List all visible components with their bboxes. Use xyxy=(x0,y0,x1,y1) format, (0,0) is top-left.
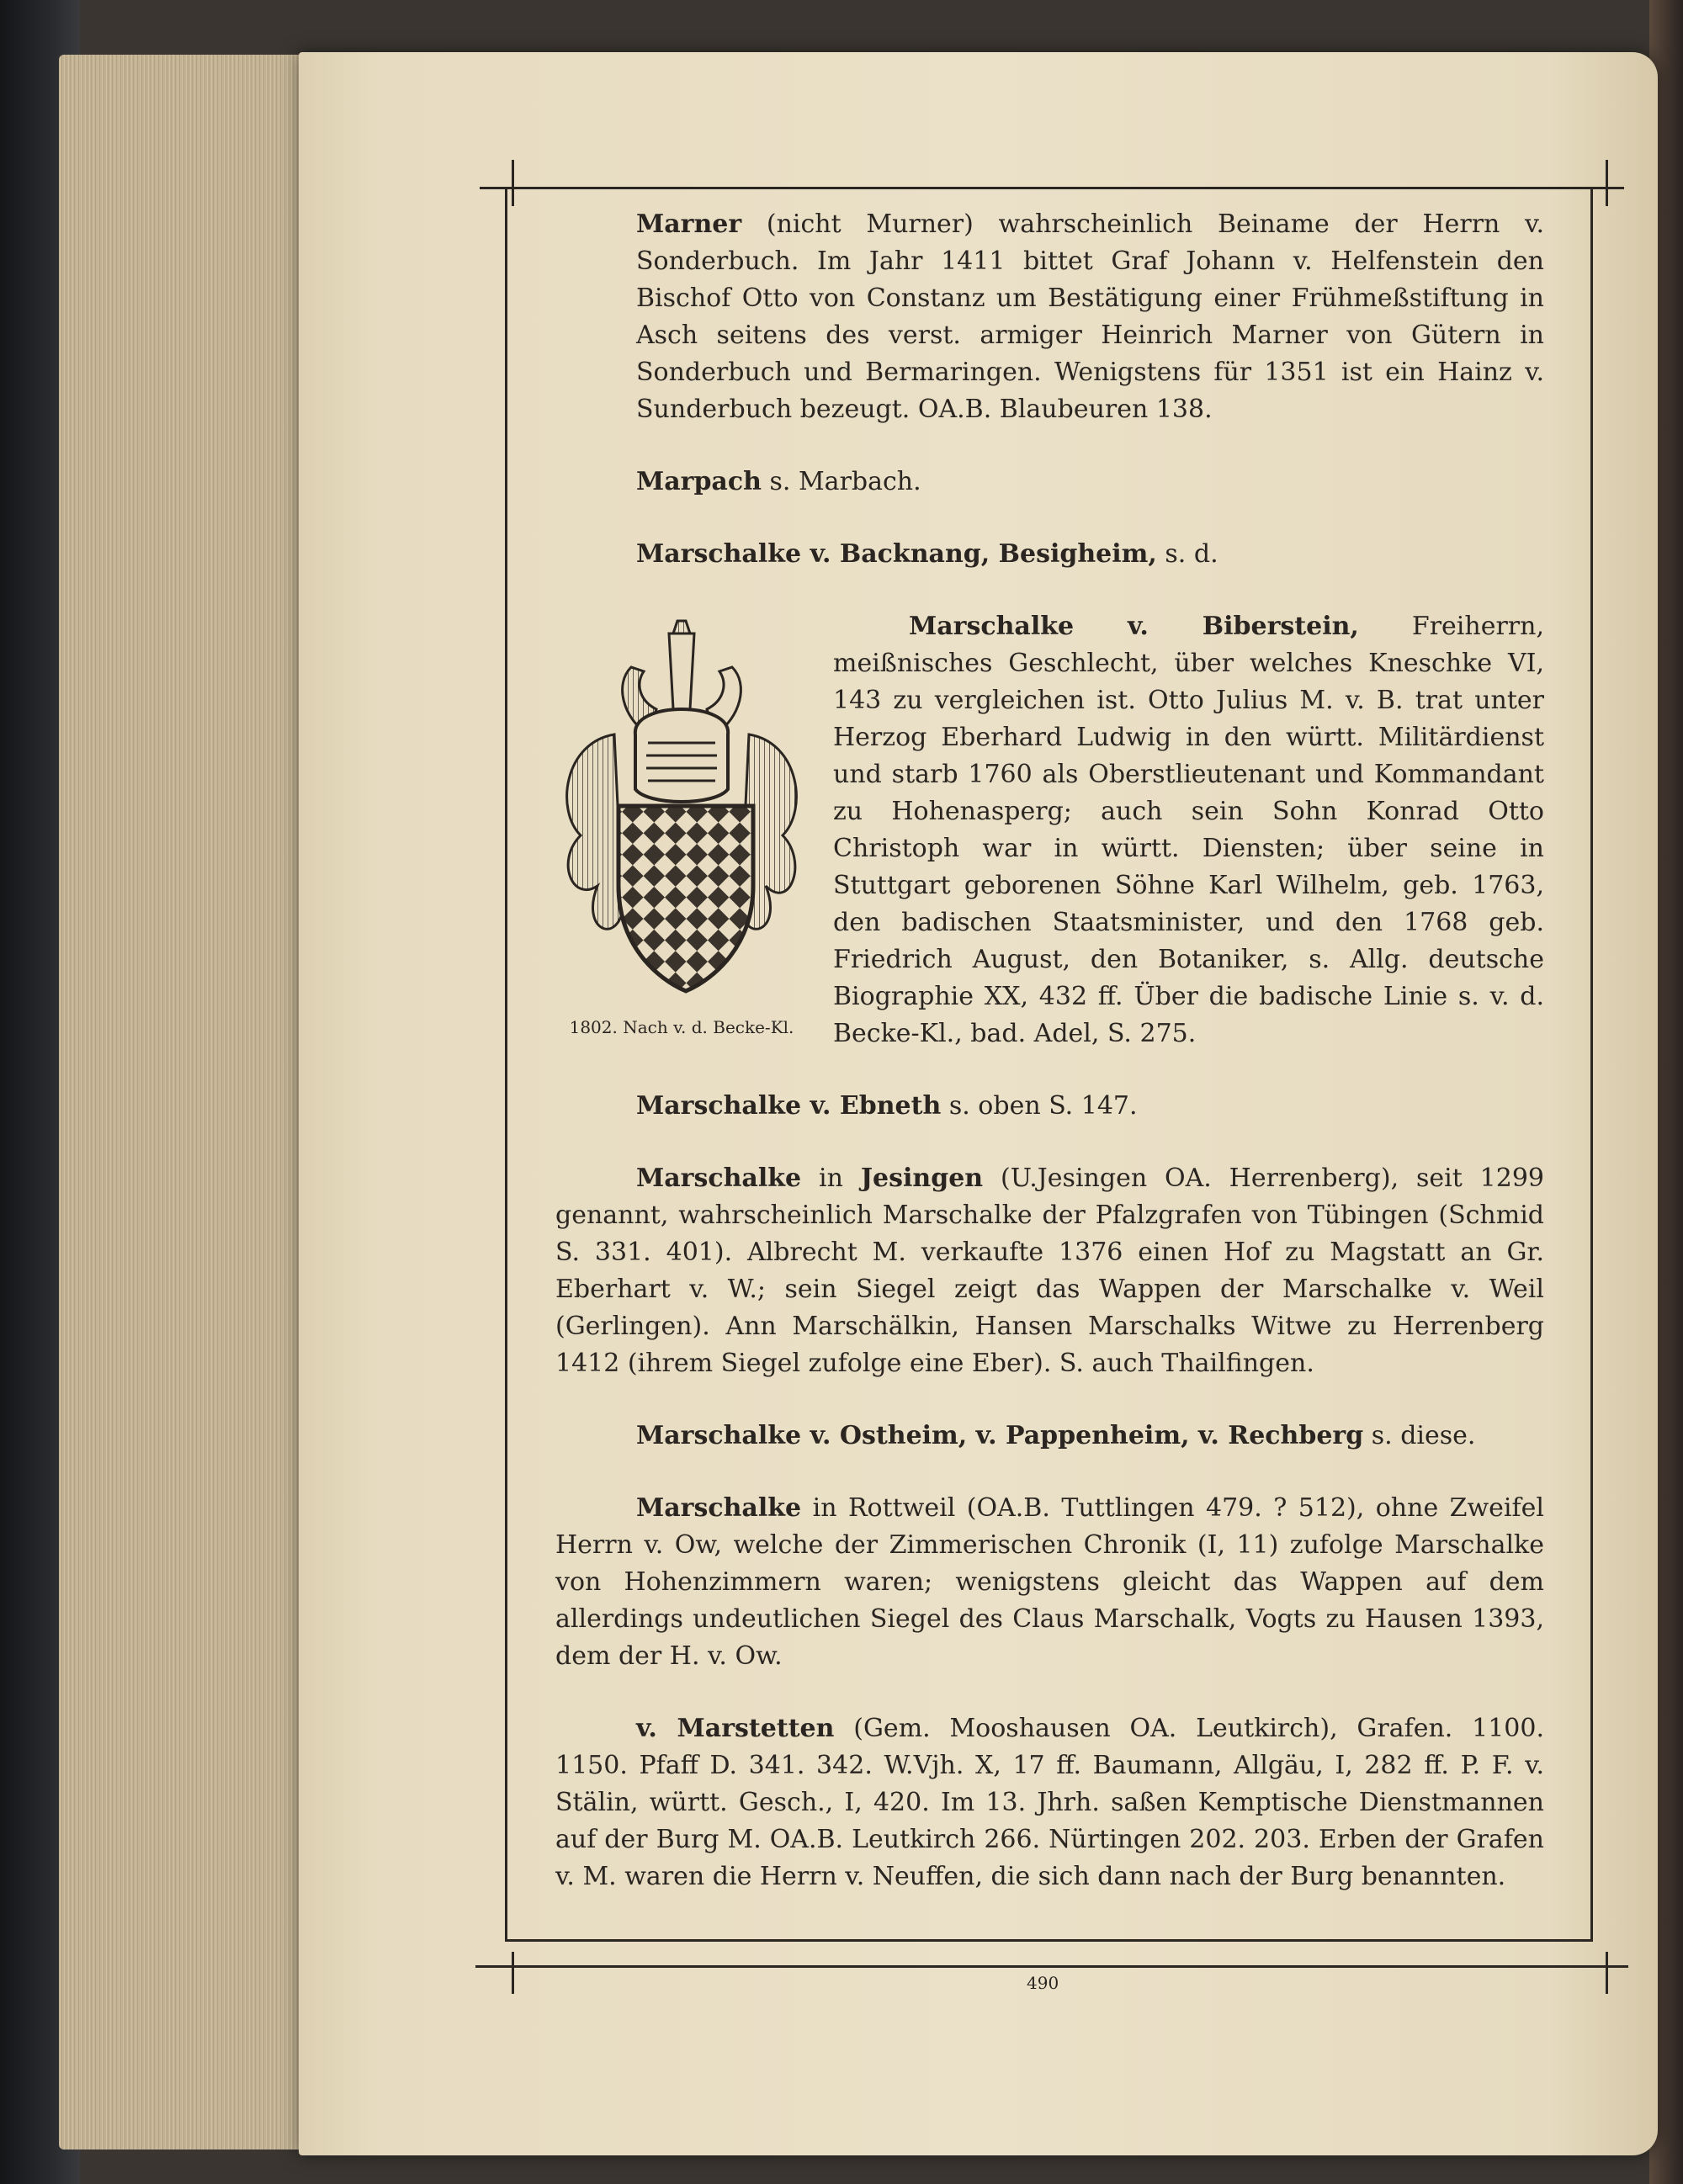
frame-bottom-inner-line xyxy=(505,1939,1593,1942)
entry-text: (nicht Murner) wahrscheinlich Beiname der Herrn v. Sonderbuch. Im Jahr 1411 bittet Graf Johann v. Helfenstein den Bischof Otto von Constanz um Bestätigung einer Frühmeßstiftung in Asch seitens des verst. armiger Heinrich Marner von Gütern in Sonderbuch und Bermaringen. Wenigstens für 1351 ist ein Hainz v. Sunderbuch bezeugt. OA.B. Blaubeuren 138. xyxy=(636,209,1544,424)
frame-top-left-tick xyxy=(512,160,514,206)
entry-mid: in xyxy=(819,1164,843,1193)
coat-of-arms-image xyxy=(547,608,816,1004)
entry-text: s. d. xyxy=(1165,539,1218,569)
frame-bottom-left-tick xyxy=(512,1952,514,1994)
entry-head: Marschalke v. Biberstein, xyxy=(909,612,1359,641)
entry-marschalke-jesingen xyxy=(555,1160,1544,1382)
entry-marstetten xyxy=(555,1710,1544,1895)
entry-head: Marschalke v. Backnang, Besigheim, xyxy=(636,539,1157,569)
entry-marschalke-ebneth xyxy=(555,1088,1544,1125)
entry-head: Marschalke v. Ebneth xyxy=(636,1091,942,1121)
entry-body xyxy=(833,608,1544,1052)
entry-head: Marschalke xyxy=(636,1493,802,1523)
entry-text: (Gem. Mooshausen OA. Leutkirch), Grafen. 1100. 1150. Pfaff D. 341. 342. W.Vjh. X, 17 ff. Baumann, Allgäu, I, 282 ff. P. F. v. Stälin, württ. Gesch., I, 420. Im 13. Jhrh. saßen Kemptische Dienstmannen auf der Burg M. OA.B. Leutkirch 266. Nürtingen 202. 203. Erben der Grafen v. M. waren die Herrn v. Neuffen, die sich dann nach der Burg benannten. xyxy=(555,1714,1544,1891)
entry-marpach xyxy=(555,464,1544,501)
entry-head: Marpach xyxy=(636,467,762,496)
page-content xyxy=(555,206,1544,1931)
entry-marner xyxy=(555,206,1544,428)
entry-text: s. oben S. 147. xyxy=(948,1091,1138,1121)
entry-marschalke-rottweil xyxy=(555,1490,1544,1675)
entry-text: (U.Jesingen OA. Herrenberg), seit 1299 genannt, wahrscheinlich Marschalke der Pfalzgrafen von Tübingen (Schmid S. 331. 401). Albrecht M. verkaufte 1376 einen Hof zu Magstatt an Gr. Eberhart v. W.; sein Siegel zeigt das Wappen der Marschalke v. Weil (Gerlingen). Ann Marschälkin, Hansen Marschalks Witwe zu Herrenberg 1412 (ihrem Siegel zufolge eine Eber). S. auch Thailfingen. xyxy=(555,1164,1545,1378)
entry-text: s. diese. xyxy=(1371,1421,1476,1450)
entry-text: s. Marbach. xyxy=(769,467,921,496)
coat-of-arms-figure xyxy=(547,608,816,1046)
frame-bottom-right-tick xyxy=(1606,1952,1608,1994)
entry-marschalke-backnang xyxy=(555,536,1544,573)
figure-caption: 1802. Nach v. d. Becke-Kl. xyxy=(569,1017,794,1037)
page-number: 490 xyxy=(1027,1973,1059,1993)
frame-right-line xyxy=(1590,187,1593,1941)
entry-marschalke-biberstein xyxy=(555,608,1544,1052)
entry-marschalke-ostheim xyxy=(555,1418,1544,1455)
entry-head: Marschalke v. Ostheim, v. Pappenheim, v. Rechberg xyxy=(636,1421,1364,1450)
page-edges xyxy=(59,55,311,2150)
entry-head-place: Jesingen xyxy=(860,1164,984,1193)
entry-head: v. Marstetten xyxy=(636,1714,835,1743)
frame-top-right-tick xyxy=(1606,160,1608,206)
entry-text: in Rottweil (OA.B. Tuttlingen 479. ? 512), ohne Zweifel Herrn v. Ow, welche der Zimmerischen Chronik (I, 11) zufolge Marschalke von Hohenzimmern waren; wenigstens gleicht das Wappen auf dem allerdings undeutlichen Siegel des Claus Marschalk, Vogts zu Hausen 1393, dem der H. v. Ow. xyxy=(555,1493,1544,1671)
frame-top-line xyxy=(480,187,1624,189)
frame-bottom-line xyxy=(475,1965,1628,1968)
entry-head: Marner xyxy=(636,209,742,239)
entry-head: Marschalke xyxy=(636,1164,802,1193)
entry-text: Freiherrn, meißnisches Geschlecht, über welches Kneschke VI, 143 zu vergleichen ist. Otto Julius M. v. B. trat unter Herzog Eberhard Ludwig in den württ. Militärdienst und starb 1760 als Oberstlieutenant und Kommandant zu Hohenasperg; auch sein Sohn Konrad Otto Christoph war in württ. Diensten; über seine in Stuttgart geborenen Söhne Karl Wilhelm, geb. 1763, den badischen Staatsminister, und den 1768 geb. Friedrich August, den Botaniker, s. Allg. deutsche Biographie XX, 432 ff. Über die badische Linie s. v. d. Becke-Kl., bad. Adel, S. 275. xyxy=(833,612,1544,1048)
frame-left-line xyxy=(505,187,507,1941)
